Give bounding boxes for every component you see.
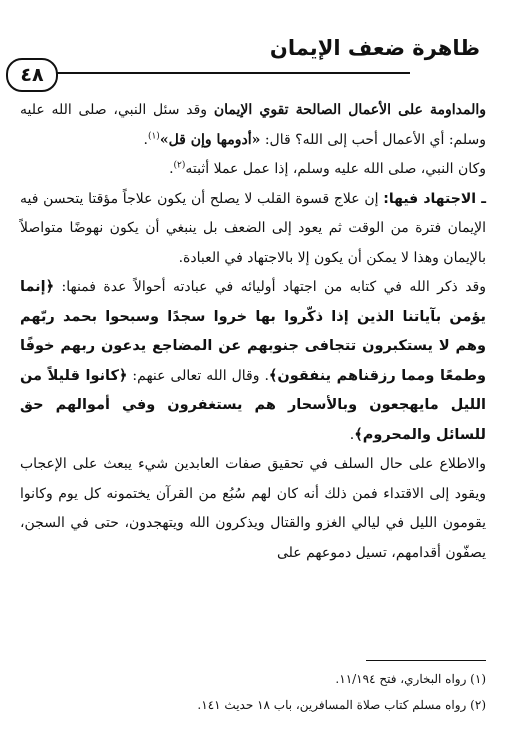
paragraph-4-text: وقد ذكر الله في كتابه من اجتهاد أوليائه في عبادته أحوالاً عدة فمنها: <box>54 279 486 295</box>
quran-verse-1: ﴿إنما يؤمن بآياتنا الذين إذا ذكّروا بها خروا سجدًا وسبحوا بحمد ربّهم وهم لا يستكبرون تتجافى جنوبهم عن المضاجع يدعون ربهم خوفًا وطمعًا ومما رزقناهم ينفقون﴾ <box>20 279 487 384</box>
footnotes <box>20 666 486 718</box>
paragraph-1 <box>20 96 486 155</box>
paragraph-2-end: . <box>169 161 174 177</box>
paragraph-4 <box>20 273 486 450</box>
paragraph-1-end: . <box>143 131 148 148</box>
header-rule <box>42 72 410 74</box>
paragraph-4-text-2: . وقال الله تعالى عنهم: <box>127 367 269 384</box>
paragraph-1-bold-lead: والمداومة على الأعمال الصالحة تقوي الإيمان <box>213 102 487 118</box>
paragraph-2 <box>20 155 486 185</box>
paragraph-3-text: إن علاج قسوة القلب لا يصلح أن يكون علاجاً مؤقتا يتحسن فيه الإيمان فترة من الوقت ثم يعود إلى الضعف بل ينبغي أن يكون نهوضًا متواصلاً بالإيمان وهذا لا يمكن أن يكون إلا بالاجتهاد في العبادة. <box>20 190 486 266</box>
section-heading: ـ الاجتهاد فيها: <box>383 190 486 207</box>
footnote-ref-1: (١) <box>147 130 160 141</box>
footnote-1: (١) رواه البخاري، فتح ١١/١٩٤. <box>335 672 486 686</box>
paragraph-5-text: والاطلاع على حال السلف في تحقيق صفات العابدين شيء يبعث على الإعجاب ويقود إلى الاقتداء فمن ذلك أنه كان لهم سُبُع من القرآن يختمونه كل يوم وكانوا يقومون الليل في ليالي الغزو والقتال ويذكرون الله ويتهجدون، حتى في السجن، يصفّون أقدامهم، تسيل دموعهم على <box>20 456 486 561</box>
paragraph-4-end: . <box>349 426 355 443</box>
page-number: ٤٨ <box>6 58 58 92</box>
paragraph-2-text: وكان النبي، صلى الله عليه وسلم، إذا عمل عملا أثبته <box>185 161 486 177</box>
paragraph-3 <box>20 185 486 274</box>
hadith-quote: «أدومها وإن قل» <box>159 131 261 148</box>
quran-verse-2: ﴿كانوا قليلاً من الليل مايهجعون وبالأسحار هم يستغفرون وفي أموالهم حق للسائل والمحروم﴾ <box>20 367 486 443</box>
paragraph-1-text: وقد سئل النبي، صلى الله عليه وسلم: أي الأعمال أحب إلى الله؟ قال: <box>20 102 486 148</box>
running-title: ظاهرة ضعف الإيمان <box>269 36 480 60</box>
footnote-rule <box>366 660 486 661</box>
footnote-2: (٢) رواه مسلم كتاب صلاة المسافرين، باب ١٨ حديث ١٤١. <box>197 698 486 712</box>
body-text <box>20 96 486 568</box>
footnote-ref-2: (٢) <box>173 160 186 171</box>
paragraph-5 <box>20 450 486 568</box>
